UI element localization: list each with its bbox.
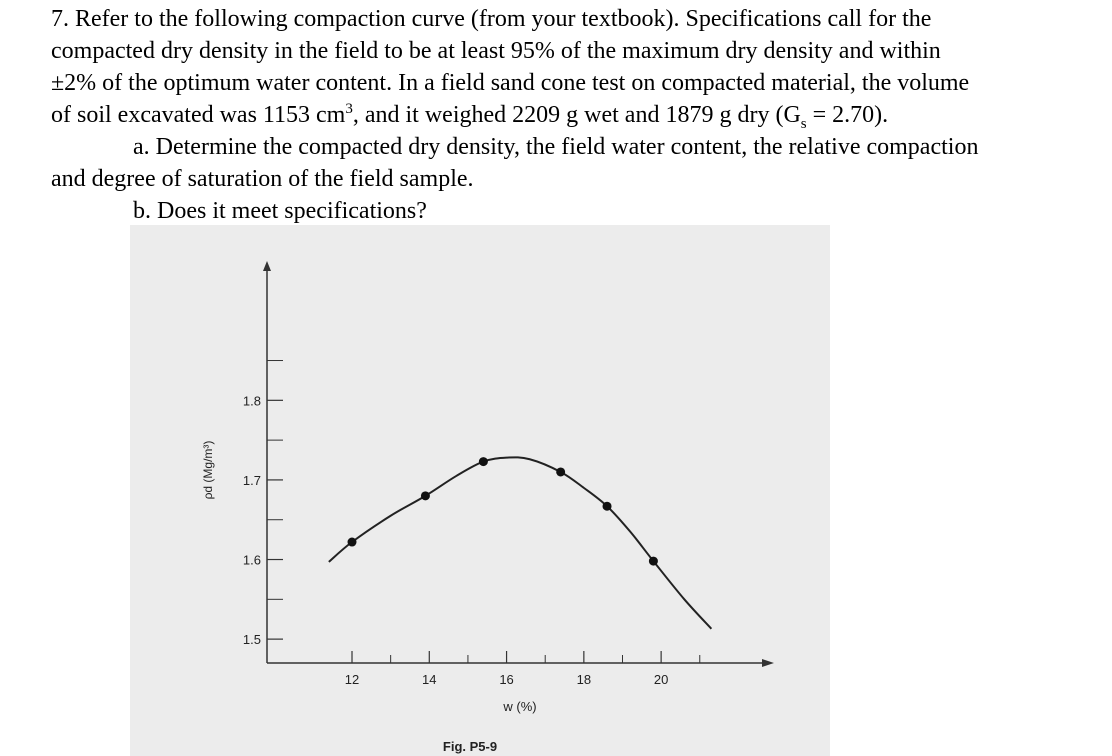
data-point [421, 491, 430, 500]
data-point [556, 467, 565, 476]
x-tick-label: 18 [576, 672, 592, 687]
x-tick-label: 16 [499, 672, 514, 687]
cm3-superscript: 3 [345, 101, 353, 117]
question-line-1: 7. Refer to the following compaction curve (from your textbook). Specifications call for the [51, 6, 932, 32]
y-tick-label: 1.5 [242, 632, 261, 648]
question-text [51, 3, 1091, 227]
compaction-curve [329, 457, 712, 628]
data-point [479, 457, 488, 466]
chart-axes [263, 261, 774, 667]
data-point [649, 557, 658, 566]
data-point [348, 538, 357, 547]
data-point [603, 502, 612, 511]
compaction-chart [130, 225, 830, 756]
question-line-4-a: of soil excavated was 1153 cm [51, 102, 346, 128]
question-line-4 [51, 99, 1091, 131]
question-line-2: compacted dry density in the field to be at least 95% of the maximum dry density and within [51, 38, 941, 64]
question-line-4-b: , and it weighed 2209 g wet and 1879 g dry (G [352, 102, 801, 128]
y-tick-label: 1.8 [242, 393, 261, 409]
y-axis-label: ρd (Mg/m³) [201, 440, 215, 500]
y-axis-arrow [263, 261, 271, 271]
question-line-4-c: = 2.70). [806, 102, 889, 128]
y-tick-label: 1.7 [242, 472, 261, 488]
x-tick-label: 20 [653, 672, 669, 687]
part-a-line-2: and degree of saturation of the field sample. [51, 166, 474, 192]
x-ticks [345, 651, 700, 687]
y-ticks [243, 361, 283, 648]
x-axis-label: w (%) [503, 699, 537, 714]
figure-caption: Fig. P5-9 [442, 739, 498, 754]
compaction-figure [130, 225, 830, 756]
y-tick-label: 1.6 [242, 552, 261, 568]
question-line-3: ±2% of the optimum water content. In a field sand cone test on compacted material, the volume [51, 70, 970, 96]
gs-subscript: s [800, 115, 807, 132]
part-b: b. Does it meet specifications? [133, 198, 427, 224]
part-a-line-1: a. Determine the compacted dry density, the field water content, the relative compaction [133, 134, 979, 160]
x-axis-arrow [762, 659, 774, 667]
x-tick-label: 12 [344, 672, 360, 687]
x-tick-label: 14 [422, 672, 437, 687]
